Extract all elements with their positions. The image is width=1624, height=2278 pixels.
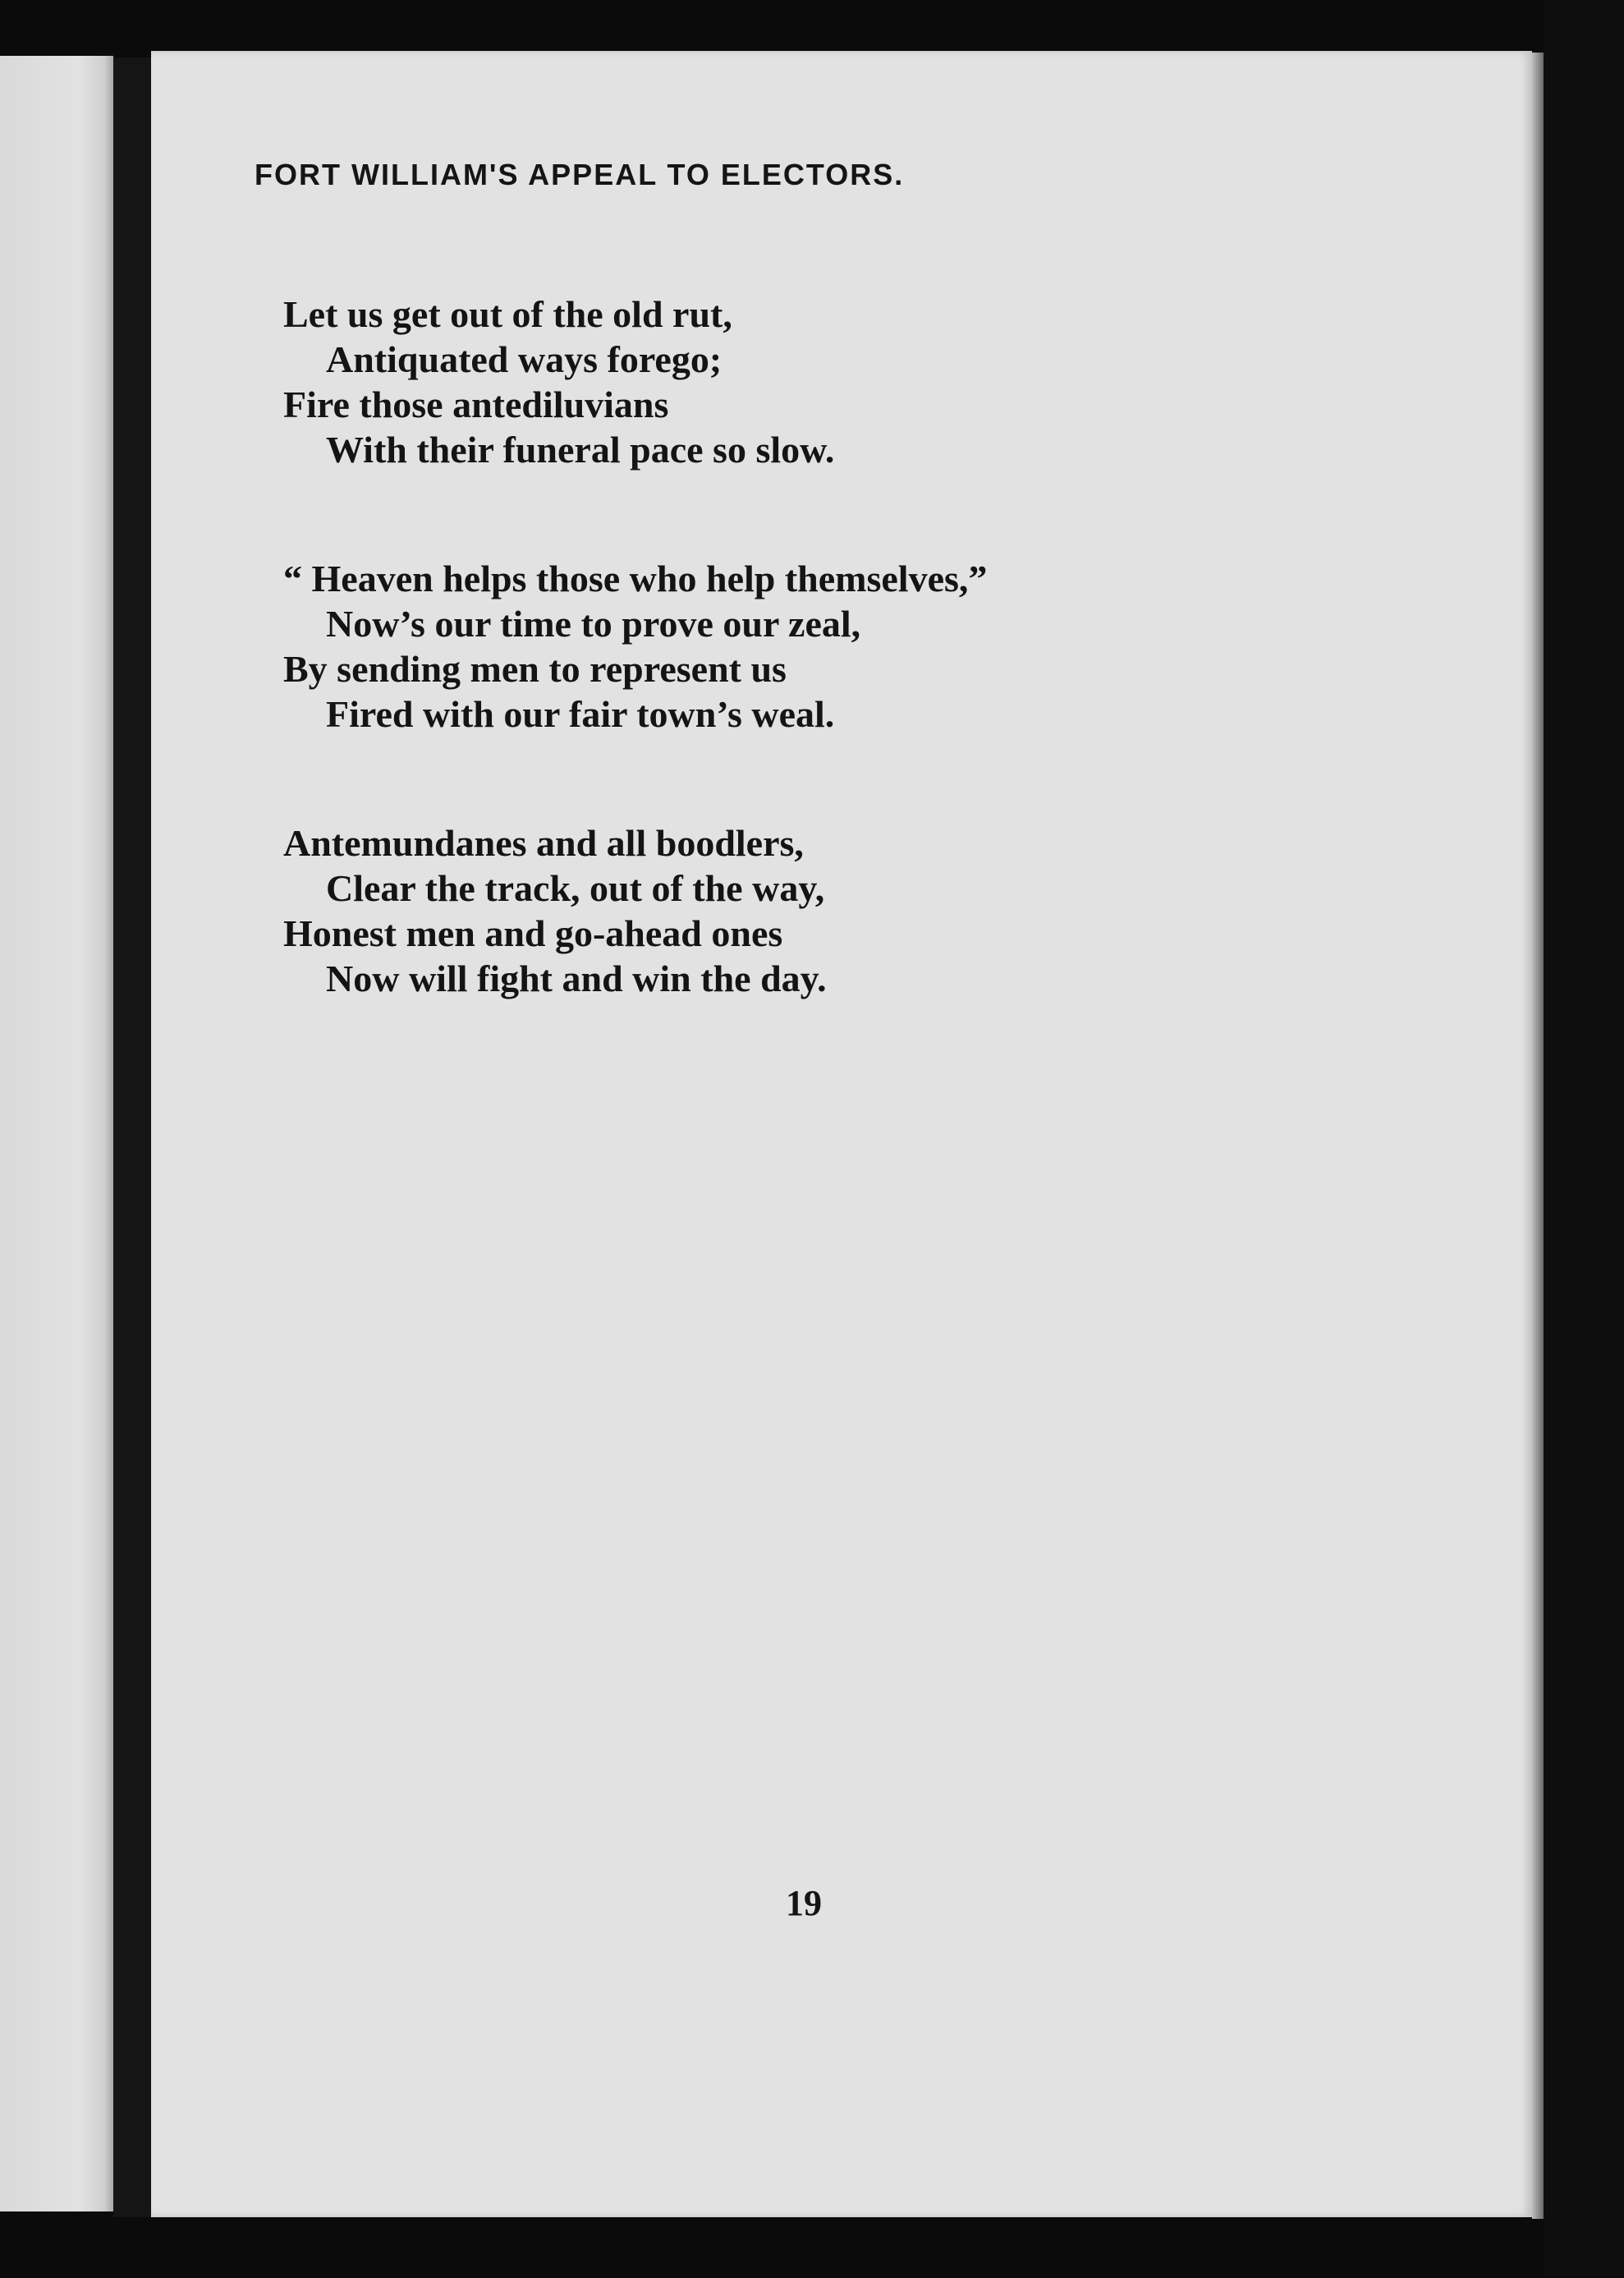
page-number: 19 [786, 1883, 822, 1923]
page-number-row [0, 1882, 1624, 1924]
scan-background [1544, 0, 1624, 2278]
poem-line: Now’s our time to prove our zeal, [326, 603, 861, 645]
stanza-2 [283, 556, 1268, 737]
stanza-1 [283, 292, 1268, 472]
poem-line: By sending men to represent us [283, 648, 787, 690]
poem-title: FORT WILLIAM'S APPEAL TO ELECTORS. [255, 158, 905, 191]
poem-line: Let us get out of the old rut, [283, 293, 732, 335]
poem-body [283, 292, 1268, 1085]
poem-line: “ Heaven helps those who help themselves,” [283, 558, 988, 599]
poem-line: Fired with our fair town’s weal. [326, 693, 835, 735]
poem-line: Antiquated ways forego; [326, 338, 723, 380]
poem-line: Clear the track, out of the way, [326, 867, 825, 909]
poem-line: Antemundanes and all boodlers, [283, 822, 804, 864]
poem-line: With their funeral pace so slow. [326, 429, 835, 471]
poem-line: Now will fight and win the day. [326, 958, 827, 999]
stanza-3 [283, 820, 1268, 1001]
poem-line: Honest men and go-ahead ones [283, 912, 783, 954]
poem-line: Fire those antediluvians [283, 383, 669, 425]
